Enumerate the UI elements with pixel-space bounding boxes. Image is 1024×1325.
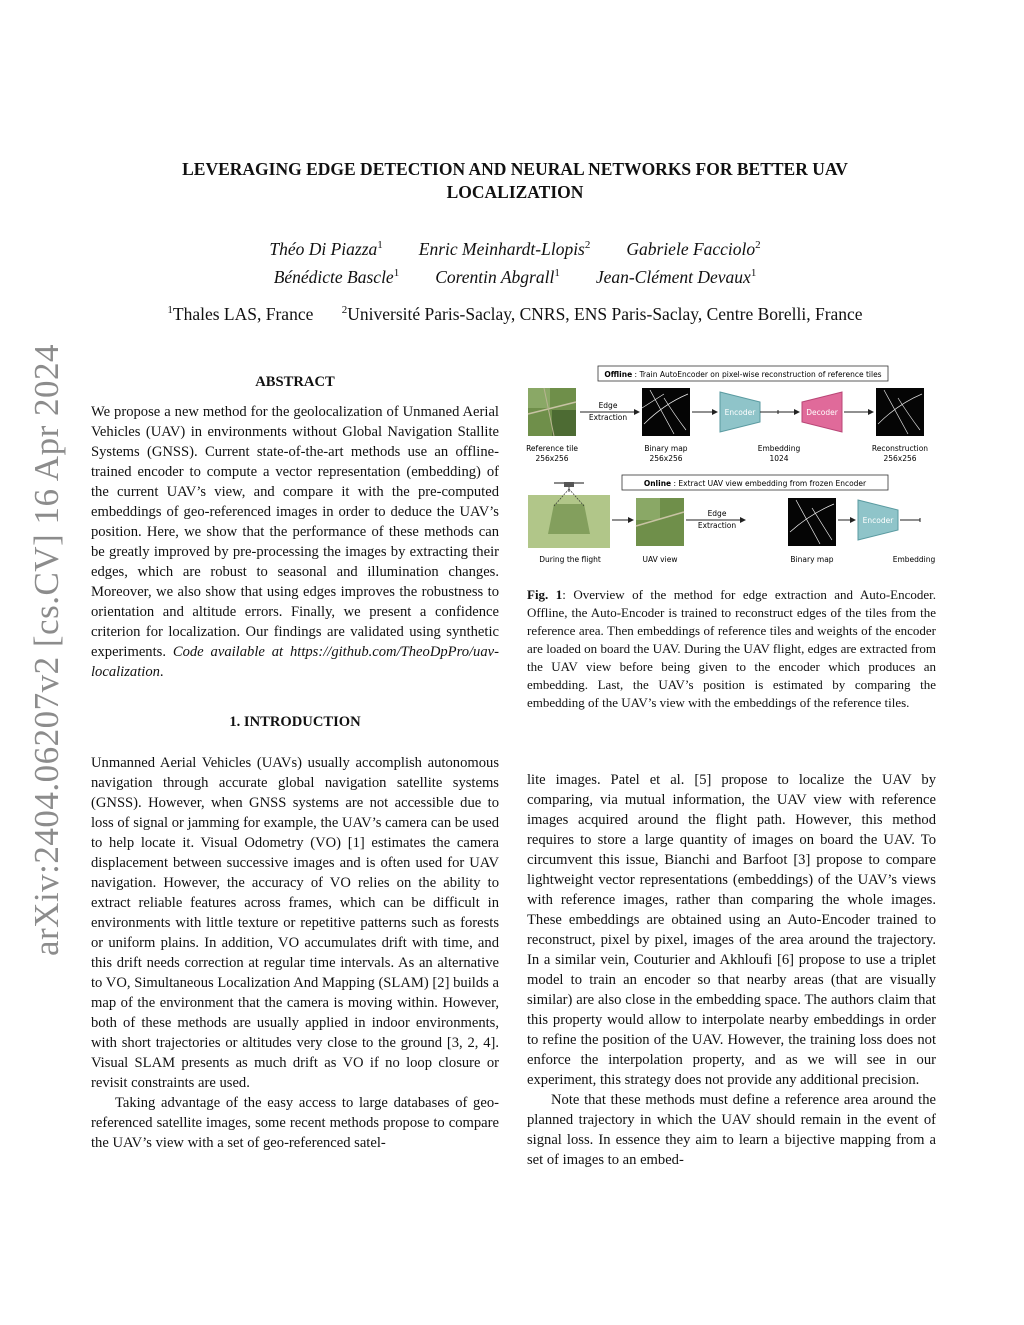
binary-map-image-2	[788, 498, 836, 546]
decoder-label: Decoder	[806, 408, 838, 417]
paper-title	[90, 158, 940, 204]
author-3: Gabriele Facciolo$^2$	[626, 238, 761, 259]
online-banner-text: Online : Extract UAV view embedding from frozen Encoder	[643, 479, 867, 488]
title-line-2: LOCALIZATION	[446, 182, 584, 202]
edge-label-2b: Extraction	[697, 521, 737, 530]
author-1: Théo Di Piazza$^1$	[269, 238, 383, 259]
binary-size-label: 256x256	[649, 454, 683, 463]
embedding-size-label: 1024	[769, 454, 789, 463]
reference-tile-image	[528, 388, 576, 436]
author-5: Corentin Abgrall$^1$	[435, 266, 560, 287]
intro-paragraph-2: Taking advantage of the easy access to large databases of geo-referenced satellite images, some recent methods propose to compare the UAV’s view with a set of geo-referenced satel-	[91, 1095, 499, 1151]
arxiv-identifier	[22, 343, 72, 957]
left-column	[91, 372, 499, 1153]
edge-label-1: Edge	[598, 401, 618, 410]
caption-text: : Overview of the method for edge extraction and Auto-Encoder. Offline, the Auto-Encoder is trained to reconstruct edges of the tiles from the reference area. Then embeddings of reference tiles and weights of the encoder are loaded on board the UAV. During the UAV flight, edges are extracted from the UAV view before being given to the encoder which produces an embedding. Last, the UAV’s position is estimated by comparing the embedding of the UAV’s view with the embeddings of the reference tiles.	[527, 587, 936, 710]
figure-1	[524, 364, 940, 574]
caption-label: Fig. 1	[527, 587, 563, 602]
abstract-body: We propose a new method for the geolocalization of Unmaned Aerial Vehicles (UAV) in environments without Global Navigation Stallite Systems (GNSS). Current state-of-the-art methods use an offline-trained encoder to compute a vector representation (embedding) of the current UAV’s view, and compare it with the pre-computed embeddings of geo-referenced images in order to deduce the UAV’s position. Here, we show that the performance of these methods can be greatly improved by pre-processing the images by extracting their edges, which are robust to seasonal and illumination changes. Moreover, we also show that using edges improves the robustness to orientation and altitude errors. Finally, we present a confidence criterion for localization. Our findings are validated using synthetic experiments. Code available at https://github.com/TheoDpPro/uav-localization.	[91, 404, 499, 680]
ref-tile-label: Reference tile	[526, 444, 578, 453]
recon-size-label: 256x256	[883, 454, 917, 463]
title-line-1: LEVERAGING EDGE DETECTION AND NEURAL NETWORKS FOR BETTER UAV	[182, 159, 848, 179]
binary-map-label-2: Binary map	[790, 555, 834, 564]
author-4: Bénédicte Bascle$^1$	[273, 266, 400, 287]
abstract-heading: ABSTRACT	[255, 374, 335, 390]
encoder-label-2: Encoder	[862, 516, 894, 525]
author-list	[90, 233, 940, 289]
uav-view-image	[636, 498, 684, 546]
edge-label-1b: Extraction	[588, 413, 628, 422]
during-flight-label: During the flight	[539, 555, 601, 564]
code-link: Code available at https://github.com/TheoDpPro/uav-localization	[91, 644, 499, 680]
figure-caption	[527, 586, 936, 712]
ref-size-label: 256x256	[535, 454, 569, 463]
flight-scene-image	[528, 489, 610, 548]
author-2: Enric Meinhardt-Llopis$^2$	[418, 238, 591, 259]
binary-map-label-1: Binary map	[644, 444, 688, 453]
introduction-heading: 1. INTRODUCTION	[229, 714, 361, 730]
offline-banner-text: Offline : Train AutoEncoder on pixel-wise reconstruction of reference tiles	[604, 370, 882, 379]
reconstruction-label: Reconstruction	[871, 444, 929, 453]
intro-paragraph-4: Note that these methods must define a reference area around the planned trajectory in which the UAV should remain in the event of signal loss. In essence they aim to learn a bijective mapping from a set of images to an embed-	[527, 1092, 936, 1168]
drone-icon	[554, 482, 584, 492]
arxiv-id-text: arXiv:2404.06207v2 [cs.CV] 16 Apr 2024	[27, 343, 66, 957]
affiliation-2: $^2$Université Paris-Saclay, CNRS, ENS Paris-Saclay, Centre Borelli, France	[341, 304, 863, 324]
affiliations	[90, 304, 940, 325]
method-diagram	[524, 364, 940, 574]
embedding-label-2: Embedding	[892, 555, 936, 564]
affiliation-1: $^1$Thales LAS, France	[167, 304, 314, 324]
uav-view-label: UAV view	[642, 555, 678, 564]
intro-paragraph-1: Unmanned Aerial Vehicles (UAVs) usually accomplish autonomous navigation through accurate global navigation satellite systems (GNSS). However, when GNSS systems are not accessible due to loss of signal or jamming for example, the UAV’s camera can be used to help locate it. Visual Odometry (VO) [1] estimates the camera displacement between successive images and is often used for UAV navigation. However, the accuracy of VO relies on the ability to extract reliable features across frames, which can be difficult in environments with little texture or repetitive patterns such as forests or uniform plains. In addition, VO accumulates drift with time, and this drift needs correction at regular time intervals. As an alternative to VO, Simultaneous Localization And Mapping (SLAM) [2] builds a map of the environment that the camera is moving within. However, both of these methods are usually applied in indoor environments, with short trajectories or altitudes very close to the ground [3, 2, 4]. Visual SLAM presents as much drift as VO if no loop closure or revisit constraints are used.	[91, 755, 499, 1091]
binary-map-image-1	[642, 388, 690, 436]
right-column	[527, 770, 936, 1170]
intro-paragraph-3: lite images. Patel et al. [5] propose to localize the UAV by comparing, via mutual information, the UAV view with reference images acquired around the flight path. However, this method requires to store a large quantity of images on board the UAV. To circumvent this issue, Bianchi and Barfoot [3] propose to compare lightweight vector representations (embeddings) of the UAV’s views with reference images, rather than comparing the whole images. These embeddings are obtained using an Auto-Encoder trained to reconstruct, pixel by pixel, images of the area around the trajectory. In a similar vein, Couturier and Akhloufi [6] propose to use a triplet model to train an encoder so that nearby areas (that are visually similar) are also close in the embedding space. The authors claim that this property would allow to interpolate nearby embeddings in order to refine the position of the UAV. However, the training loss does not enforce the interpolation property, and as we will see in our experiment, this strategy does not provide any additional precision.	[527, 772, 936, 1088]
embedding-label-1: Embedding	[757, 444, 801, 453]
encoder-label-1: Encoder	[724, 408, 756, 417]
reconstruction-image	[876, 388, 924, 436]
edge-label-2: Edge	[707, 509, 727, 518]
author-6: Jean-Clément Devaux$^1$	[595, 266, 757, 287]
